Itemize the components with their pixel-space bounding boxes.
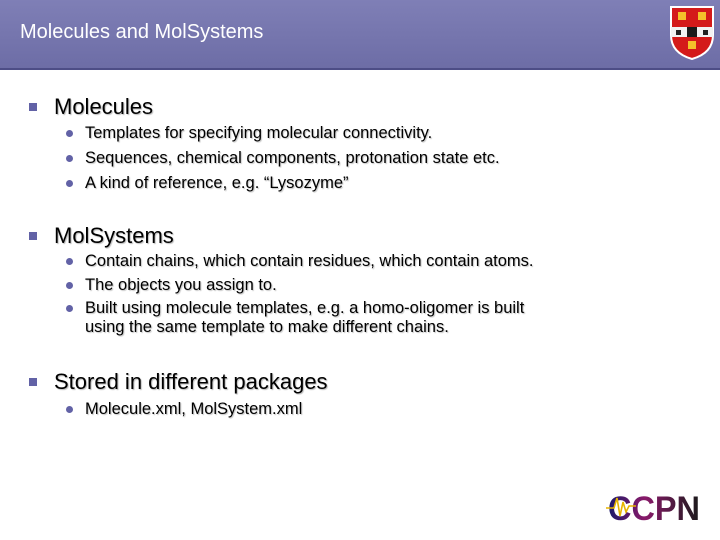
item-bullet-dot xyxy=(66,180,73,187)
section-bullet-square xyxy=(29,378,37,386)
section-heading: MolSystems xyxy=(54,223,174,248)
item-bullet-dot xyxy=(66,258,73,265)
item-bullet-dot xyxy=(66,305,73,312)
section-item: Contain chains, which contain residues, which contain atoms. xyxy=(85,252,534,270)
section-item: Molecule.xml, MolSystem.xml xyxy=(85,400,303,418)
section-item-continuation: using the same template to make different chains. xyxy=(85,318,449,336)
section-heading: Stored in different packages xyxy=(54,369,328,394)
item-bullet-dot xyxy=(66,282,73,289)
section-item: Sequences, chemical components, protonation state etc. xyxy=(85,149,500,167)
item-bullet-dot xyxy=(66,155,73,162)
section-item: A kind of reference, e.g. “Lysozyme” xyxy=(85,174,349,192)
ccpn-logo-icon xyxy=(606,486,702,526)
item-bullet-dot xyxy=(66,406,73,413)
slide-title: Molecules and MolSystems xyxy=(20,21,264,43)
section-item: Templates for specifying molecular connectivity. xyxy=(85,124,433,142)
item-bullet-dot xyxy=(66,130,73,137)
svg-text:CCPN: CCPN xyxy=(608,490,700,526)
section-bullet-square xyxy=(29,103,37,111)
section-heading: Molecules xyxy=(54,94,154,119)
section-item: The objects you assign to. xyxy=(85,276,277,294)
section-item: Built using molecule templates, e.g. a homo-oligomer is built xyxy=(85,299,525,317)
section-bullet-square xyxy=(29,232,37,240)
